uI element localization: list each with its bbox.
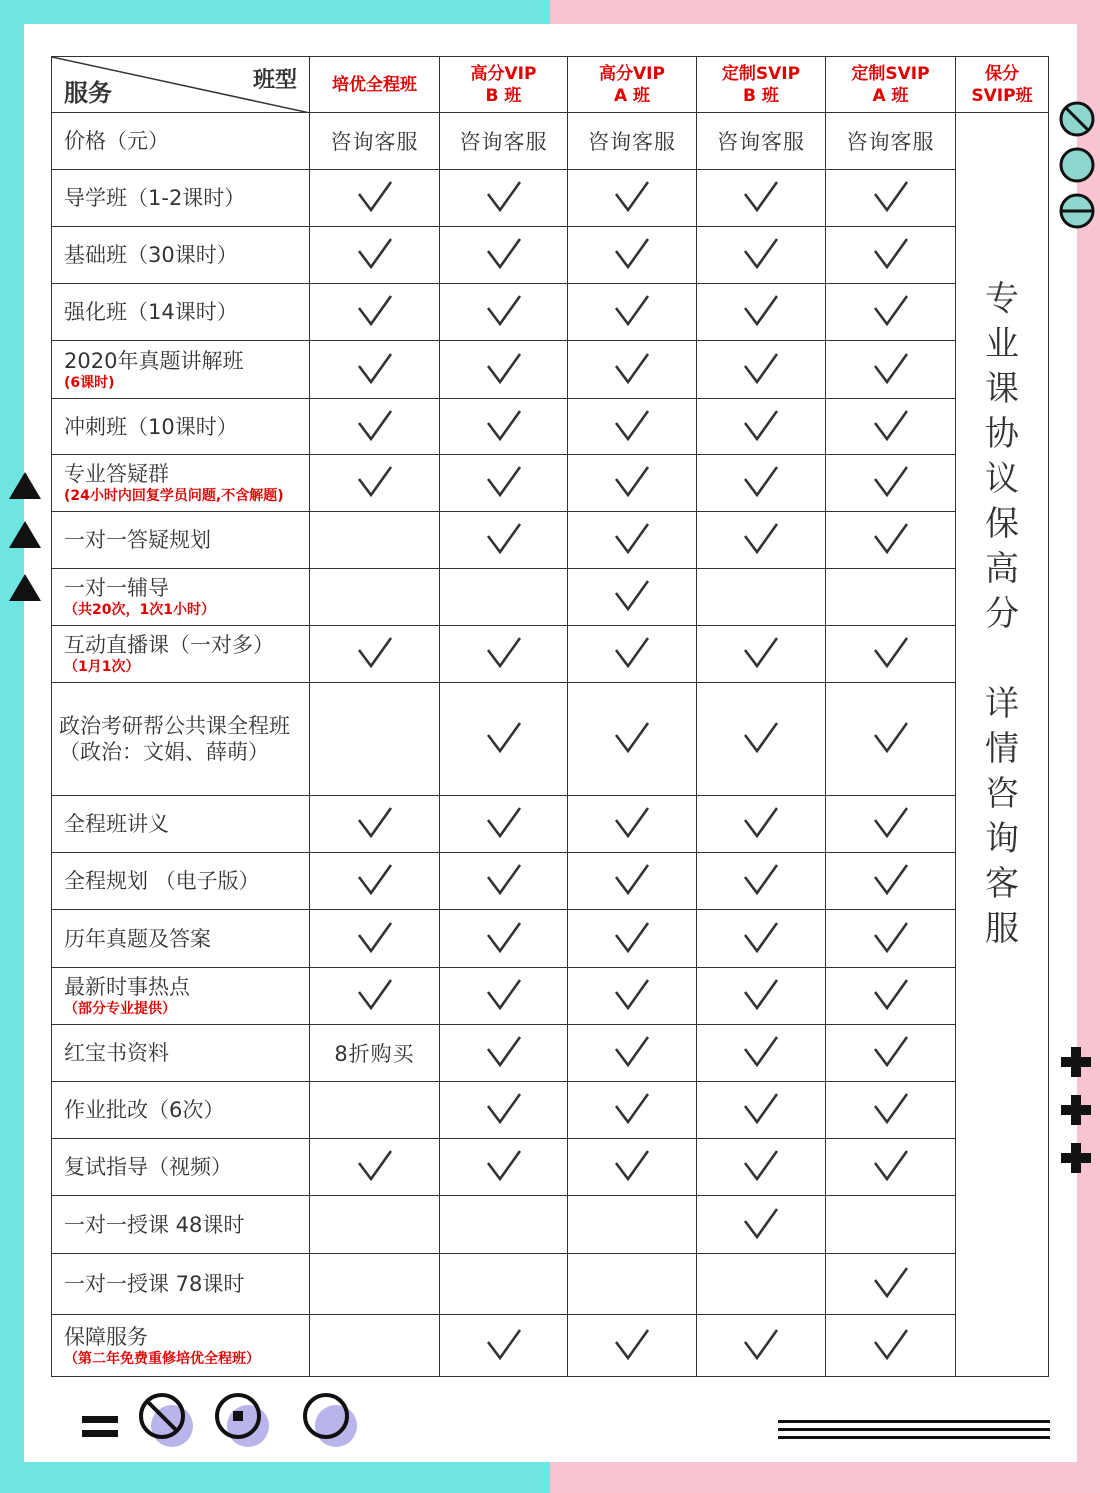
included-cell: [568, 1025, 697, 1082]
service-name: 导学班（1-2课时）: [64, 186, 246, 210]
check-icon: [743, 409, 779, 441]
check-icon: [614, 978, 650, 1010]
included-cell: [826, 399, 956, 455]
column-header: 定制SVIP A 班: [826, 57, 956, 113]
empty-cell: [440, 1254, 568, 1315]
side-char: 客: [985, 864, 1019, 904]
check-icon: [486, 806, 522, 838]
included-cell: [440, 399, 568, 455]
service-row: [52, 227, 1049, 284]
check-icon: [873, 978, 909, 1010]
check-icon: [614, 863, 650, 895]
service-label-cell: [52, 796, 310, 853]
check-icon: [486, 863, 522, 895]
service-name: 保障服务: [64, 1324, 148, 1349]
included-cell: [310, 796, 440, 853]
empty-cell: [697, 1254, 826, 1315]
check-icon: [486, 1035, 522, 1067]
service-row: [52, 284, 1049, 341]
service-name: 一对一授课 48课时: [64, 1212, 245, 1237]
included-cell: [310, 1139, 440, 1196]
plus-icon: [1060, 1142, 1092, 1174]
column-header: 高分VIP B 班: [440, 57, 568, 113]
check-icon: [357, 1149, 393, 1181]
check-icon: [486, 294, 522, 326]
check-icon: [743, 522, 779, 554]
included-cell: [697, 341, 826, 399]
check-icon: [873, 1149, 909, 1181]
empty-cell: [826, 569, 956, 626]
column-header: 培优全程班: [310, 57, 440, 113]
included-cell: [440, 512, 568, 569]
check-icon: [743, 1035, 779, 1067]
included-cell: [697, 227, 826, 284]
check-icon: [614, 465, 650, 497]
service-label-cell: [52, 1196, 310, 1254]
service-row: [52, 968, 1049, 1025]
empty-cell: [310, 569, 440, 626]
check-icon: [873, 863, 909, 895]
empty-cell: [310, 1254, 440, 1315]
included-cell: [568, 626, 697, 683]
service-name: 强化班（14课时）: [64, 300, 238, 324]
check-icon: [614, 522, 650, 554]
included-cell: [310, 626, 440, 683]
included-cell: [568, 1082, 697, 1139]
service-name: 作业批改（6次）: [64, 1098, 225, 1122]
included-cell: [826, 284, 956, 341]
included-cell: [440, 455, 568, 512]
included-cell: [826, 1315, 956, 1377]
included-cell: [440, 341, 568, 399]
check-icon: [873, 1328, 909, 1360]
check-icon: [743, 1328, 779, 1360]
included-cell: [568, 683, 697, 796]
service-row: [52, 512, 1049, 569]
side-char: 保: [985, 504, 1019, 544]
included-cell: [826, 512, 956, 569]
included-cell: [697, 399, 826, 455]
empty-cell: [310, 1196, 440, 1254]
check-icon: [614, 352, 650, 384]
included-cell: [568, 227, 697, 284]
service-label-cell: [52, 968, 310, 1025]
included-cell: [310, 284, 440, 341]
check-icon: [614, 721, 650, 753]
included-cell: [440, 170, 568, 227]
check-icon: [873, 636, 909, 668]
side-char: 议: [985, 459, 1019, 499]
column-header: 定制SVIP B 班: [697, 57, 826, 113]
included-cell: [826, 341, 956, 399]
check-icon: [873, 1266, 909, 1298]
check-icon: [486, 1092, 522, 1124]
check-icon: [743, 1149, 779, 1181]
included-cell: [826, 1254, 956, 1315]
price-label: 价格（元）: [52, 113, 310, 170]
check-icon: [873, 180, 909, 212]
service-row: [52, 626, 1049, 683]
check-icon: [614, 636, 650, 668]
check-icon: [873, 352, 909, 384]
included-cell: [826, 626, 956, 683]
included-cell: [440, 968, 568, 1025]
empty-cell: [310, 683, 440, 796]
check-icon: [357, 806, 393, 838]
included-cell: [697, 853, 826, 910]
plus-icon: [1060, 1046, 1092, 1078]
included-cell: [826, 1139, 956, 1196]
included-cell: [440, 1139, 568, 1196]
service-row: [52, 399, 1049, 455]
included-cell: [697, 626, 826, 683]
service-label-cell: [52, 853, 310, 910]
price-row: [52, 113, 1049, 170]
check-icon: [614, 409, 650, 441]
included-cell: [697, 1082, 826, 1139]
check-icon: [357, 465, 393, 497]
service-label-cell: [52, 227, 310, 284]
included-cell: [826, 1082, 956, 1139]
side-char: 咨: [985, 774, 1019, 814]
included-cell: [697, 1315, 826, 1377]
service-label-cell: [52, 626, 310, 683]
check-icon: [614, 921, 650, 953]
included-cell: [697, 170, 826, 227]
included-cell: [568, 569, 697, 626]
check-icon: [614, 1092, 650, 1124]
equals-icon: [80, 1414, 120, 1440]
empty-cell: [826, 1196, 956, 1254]
side-gap: [956, 637, 1048, 682]
empty-cell: [440, 1196, 568, 1254]
check-icon: [357, 294, 393, 326]
no-entry-circle-icon: [136, 1392, 198, 1450]
service-name: 红宝书资料: [64, 1041, 169, 1065]
check-icon: [357, 409, 393, 441]
included-cell: [310, 853, 440, 910]
service-name: 政治考研帮公共课全程班（政治：文娟、薛萌）: [59, 714, 290, 764]
check-icon: [486, 237, 522, 269]
side-char: 服: [985, 909, 1019, 949]
empty-cell: [310, 512, 440, 569]
service-name: 2020年真题讲解班: [64, 348, 244, 373]
no-entry-circle-icon: [1058, 100, 1096, 138]
check-icon: [743, 180, 779, 212]
triple-line-decoration: [778, 1418, 1052, 1442]
service-label-cell: [52, 170, 310, 227]
check-icon: [743, 352, 779, 384]
check-icon: [614, 237, 650, 269]
check-icon: [357, 180, 393, 212]
empty-cell: [697, 569, 826, 626]
theta-circle-icon: [1058, 192, 1096, 230]
check-icon: [357, 921, 393, 953]
service-row: [52, 1196, 1049, 1254]
service-row: [52, 683, 1049, 796]
triangle-icon: [8, 519, 42, 549]
check-icon: [873, 721, 909, 753]
included-cell: [568, 1315, 697, 1377]
included-cell: [826, 227, 956, 284]
column-header: 保分 SVIP班: [956, 57, 1049, 113]
service-label-cell: [52, 910, 310, 968]
side-char: 专: [985, 279, 1019, 319]
service-row: [52, 1139, 1049, 1196]
check-icon: [486, 180, 522, 212]
included-cell: [440, 227, 568, 284]
included-cell: [310, 968, 440, 1025]
side-char: 情: [985, 729, 1019, 769]
empty-cell: [568, 1254, 697, 1315]
check-icon: [743, 636, 779, 668]
included-cell: [826, 910, 956, 968]
check-icon: [486, 721, 522, 753]
circle-icon: [1058, 146, 1096, 184]
included-cell: [826, 683, 956, 796]
included-cell: [826, 968, 956, 1025]
empty-cell: [440, 569, 568, 626]
service-label-cell: [52, 341, 310, 399]
included-cell: [697, 284, 826, 341]
included-cell: [568, 512, 697, 569]
header-corner-cell: [52, 57, 310, 113]
price-value: 咨询客服: [826, 113, 956, 170]
class-type-label: 班型: [252, 68, 297, 93]
check-icon: [873, 294, 909, 326]
included-cell: [310, 227, 440, 284]
empty-cell: [310, 1315, 440, 1377]
included-cell: [568, 796, 697, 853]
included-cell: [568, 968, 697, 1025]
service-label-cell: [52, 399, 310, 455]
included-cell: [310, 399, 440, 455]
check-icon: [743, 806, 779, 838]
service-label-cell: [52, 1254, 310, 1315]
service-name: 一对一辅导: [64, 576, 169, 600]
side-char: 业: [985, 324, 1019, 364]
check-icon: [614, 294, 650, 326]
check-icon: [614, 1328, 650, 1360]
included-cell: [697, 1139, 826, 1196]
check-icon: [357, 978, 393, 1010]
triangle-icon: [8, 572, 42, 602]
service-note: (24小时内回复学员问题,不含解题): [64, 488, 284, 504]
service-row: [52, 1315, 1049, 1377]
price-value: 咨询客服: [440, 113, 568, 170]
included-cell: [697, 1025, 826, 1082]
check-icon: [873, 921, 909, 953]
included-cell: [310, 455, 440, 512]
plus-icon: [1060, 1094, 1092, 1126]
included-cell: [826, 170, 956, 227]
service-name: 复试指导（视频）: [64, 1155, 232, 1179]
service-row: [52, 910, 1049, 968]
service-name: 互动直播课（一对多）: [64, 633, 274, 657]
included-cell: [697, 455, 826, 512]
included-cell: [826, 1025, 956, 1082]
included-cell: [697, 683, 826, 796]
included-cell: [697, 796, 826, 853]
side-char: 分: [985, 594, 1019, 634]
discount-cell: 8折购买: [310, 1025, 440, 1082]
check-icon: [873, 806, 909, 838]
included-cell: [826, 455, 956, 512]
service-label-cell: [52, 1139, 310, 1196]
check-icon: [357, 636, 393, 668]
price-value: 咨询客服: [310, 113, 440, 170]
service-note: （共20次，1次1小时）: [64, 602, 215, 618]
check-icon: [873, 465, 909, 497]
service-name: 一对一授课 78课时: [64, 1272, 245, 1296]
check-icon: [743, 978, 779, 1010]
side-char: 课: [985, 369, 1019, 409]
service-name: 基础班（30课时）: [64, 243, 238, 267]
service-label: 服务: [64, 79, 112, 107]
service-label-cell: [52, 1315, 310, 1377]
check-icon: [614, 1035, 650, 1067]
check-icon: [486, 409, 522, 441]
included-cell: [697, 512, 826, 569]
check-icon: [743, 921, 779, 953]
check-icon: [486, 522, 522, 554]
service-comparison-table: [51, 56, 1049, 1377]
service-label-cell: [52, 512, 310, 569]
included-cell: [440, 910, 568, 968]
check-icon: [357, 237, 393, 269]
check-icon: [743, 1092, 779, 1124]
included-cell: [310, 170, 440, 227]
included-cell: [697, 1196, 826, 1254]
service-name: 最新时事热点: [64, 975, 190, 999]
service-note: (6课时): [64, 374, 115, 391]
service-row: [52, 170, 1049, 227]
check-icon: [614, 180, 650, 212]
empty-cell: [568, 1196, 697, 1254]
check-icon: [486, 978, 522, 1010]
included-cell: [440, 1082, 568, 1139]
service-name: 全程班讲义: [64, 812, 169, 836]
service-row: [52, 853, 1049, 910]
service-name: 全程规划 （电子版）: [64, 869, 260, 893]
service-name: 一对一答疑规划: [64, 528, 211, 552]
check-icon: [873, 237, 909, 269]
included-cell: [310, 341, 440, 399]
check-icon: [486, 352, 522, 384]
service-row: [52, 1082, 1049, 1139]
service-label-cell: [52, 284, 310, 341]
check-icon: [873, 1035, 909, 1067]
price-value: 咨询客服: [568, 113, 697, 170]
side-char: 协: [985, 414, 1019, 454]
check-icon: [873, 1092, 909, 1124]
check-icon: [357, 863, 393, 895]
service-label-cell: [52, 455, 310, 512]
triangle-icon: [8, 470, 42, 500]
empty-cell: [310, 1082, 440, 1139]
included-cell: [697, 910, 826, 968]
included-cell: [568, 284, 697, 341]
check-icon: [873, 409, 909, 441]
service-row: [52, 569, 1049, 626]
service-note: （1月1次）: [64, 659, 140, 675]
check-icon: [743, 721, 779, 753]
included-cell: [568, 455, 697, 512]
check-icon: [743, 294, 779, 326]
side-char: 高: [985, 549, 1019, 589]
service-name: 专业答疑群: [64, 462, 169, 486]
included-cell: [826, 796, 956, 853]
check-icon: [614, 806, 650, 838]
included-cell: [440, 796, 568, 853]
included-cell: [568, 1139, 697, 1196]
check-icon: [486, 921, 522, 953]
service-label-cell: [52, 683, 310, 796]
included-cell: [568, 341, 697, 399]
service-name: 历年真题及答案: [64, 926, 211, 951]
guarantee-side-text: [956, 113, 1049, 1377]
included-cell: [440, 284, 568, 341]
side-char: 询: [985, 819, 1019, 859]
service-note: （部分专业提供）: [64, 1001, 176, 1017]
service-row: [52, 455, 1049, 512]
check-icon: [357, 352, 393, 384]
service-row: [52, 1254, 1049, 1315]
service-note: （第二年免费重修培优全程班）: [64, 1350, 260, 1367]
included-cell: [440, 683, 568, 796]
check-icon: [486, 636, 522, 668]
included-cell: [568, 170, 697, 227]
included-cell: [826, 853, 956, 910]
included-cell: [440, 1315, 568, 1377]
service-label-cell: [52, 569, 310, 626]
service-row: [52, 1025, 1049, 1082]
included-cell: [440, 626, 568, 683]
included-cell: [568, 853, 697, 910]
check-icon: [614, 579, 650, 611]
check-icon: [743, 237, 779, 269]
service-label-cell: [52, 1082, 310, 1139]
price-value: 咨询客服: [697, 113, 826, 170]
included-cell: [697, 968, 826, 1025]
service-name: 冲刺班（10课时）: [64, 414, 238, 439]
check-icon: [614, 1149, 650, 1181]
check-icon: [486, 1328, 522, 1360]
included-cell: [310, 910, 440, 968]
check-icon: [743, 465, 779, 497]
included-cell: [440, 1025, 568, 1082]
included-cell: [568, 910, 697, 968]
service-label-cell: [52, 1025, 310, 1082]
check-icon: [743, 1207, 779, 1239]
column-header: 高分VIP A 班: [568, 57, 697, 113]
check-icon: [873, 522, 909, 554]
header-row: [52, 57, 1049, 113]
service-row: [52, 341, 1049, 399]
service-row: [52, 796, 1049, 853]
check-icon: [743, 863, 779, 895]
check-icon: [486, 465, 522, 497]
included-cell: [440, 853, 568, 910]
dot-circle-icon: [212, 1392, 274, 1450]
side-char: 详: [985, 684, 1019, 724]
included-cell: [568, 399, 697, 455]
circle-icon: [300, 1392, 362, 1450]
check-icon: [486, 1149, 522, 1181]
